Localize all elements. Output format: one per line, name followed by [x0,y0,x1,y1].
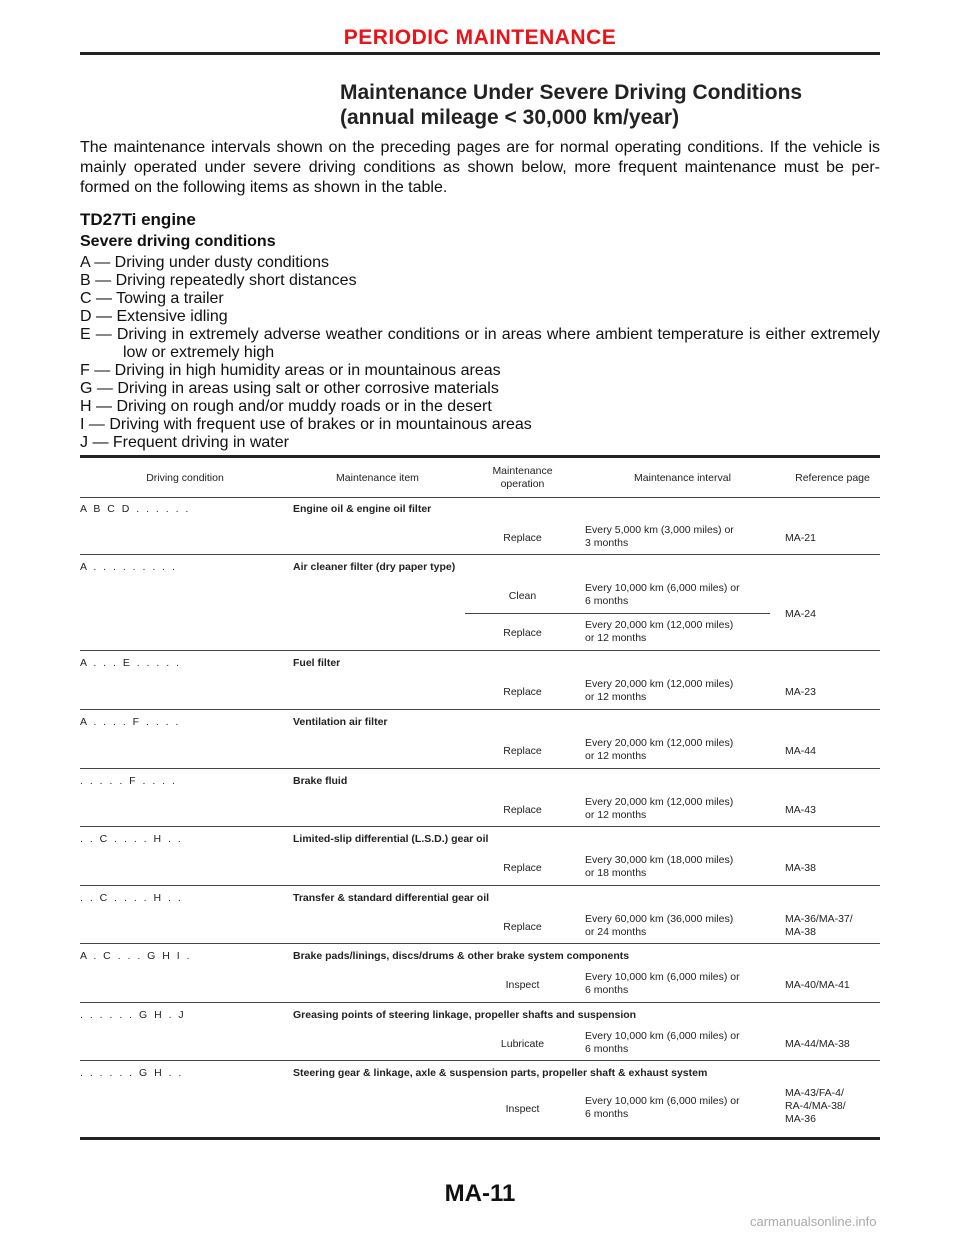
row-reference: MA-23 [785,686,816,698]
row-reference [785,1087,880,1126]
reference-line1: MA-36/MA-37/ [785,913,853,925]
page-number: MA-11 [444,1180,516,1207]
condition-item: H — Driving on rough and/or muddy roads or in the desert [80,398,492,415]
condition-item: D — Extensive idling [80,308,228,325]
row-maintenance-item: Brake fluid [293,775,348,787]
interval-line1: Every 30,000 km (18,000 miles) [585,854,734,866]
table-header-rule [80,497,880,498]
row-operation-secondary: Replace [503,627,542,639]
row-interval-secondary [585,619,785,645]
table-row [80,950,880,1000]
row-operation: Inspect [505,1103,540,1115]
condition-item: C — Towing a trailer [80,290,224,307]
row-condition-code: A . . . . F . . . . [80,716,179,728]
interval-line1: Every 20,000 km (12,000 miles) [585,737,734,749]
row-maintenance-item: Transfer & standard differential gear oil [293,892,490,904]
row-interval [585,971,785,997]
condition-item: E — Driving in extremely adverse weather conditions or in areas where ambient temperature is either extremely low or extremely high [80,326,880,361]
conditions-title: Severe driving conditions [80,233,276,250]
row-interval [585,1030,785,1056]
row-maintenance-item: Fuel filter [293,657,341,669]
row-reference: MA-21 [785,532,816,544]
row-operation: Inspect [505,979,540,991]
interval-line2: 6 months [585,1043,629,1055]
header-maintenance-interval: Maintenance interval [634,472,731,484]
interval-line1: Every 5,000 km (3,000 miles) or [585,524,734,536]
row-divider [80,650,880,651]
table-row [80,1009,880,1059]
row-interval [585,1095,785,1121]
row-interval [585,913,785,939]
table-top-rule [80,455,880,458]
header-operation-line2: operation [500,478,545,490]
table-bottom-rule [80,1137,880,1140]
page-header [80,26,880,50]
row-subdivider [465,613,770,614]
row-divider [80,826,880,827]
row-operation: Replace [503,532,542,544]
table-header [80,461,880,495]
table-row [80,503,880,551]
row-reference: MA-24 [785,608,816,620]
interval-line2: or 12 months [585,750,647,762]
table-row [80,775,880,825]
row-divider [80,554,880,555]
table-row [80,716,880,766]
row-maintenance-item: Greasing points of steering linkage, propeller shafts and suspension [293,1009,637,1021]
header-operation-line1: Maintenance [492,465,553,477]
interval-line2: or 24 months [585,926,647,938]
interval-line2: 6 months [585,984,629,996]
row-divider [80,1060,880,1061]
row-reference [785,913,880,939]
interval-line1: Every 20,000 km (12,000 miles) [585,796,734,808]
row-condition-code: A B C D . . . . . . [80,503,189,515]
interval-line1: Every 60,000 km (36,000 miles) [585,913,734,925]
row-divider [80,943,880,944]
row-operation: Lubricate [500,1038,545,1050]
row-divider [80,768,880,769]
condition-item: G — Driving in areas using salt or other corrosive materials [80,380,499,397]
row-maintenance-item: Brake pads/linings, discs/drums & other brake system components [293,950,630,962]
interval-line1: Every 10,000 km (6,000 miles) or [585,582,740,594]
row-condition-code: . . . . . . G H . J [80,1009,184,1021]
header-rule [80,52,880,55]
section-title-line2: (annual mileage < 30,000 km/year) [340,106,680,129]
header-maintenance-item: Maintenance item [336,472,419,484]
interval-line2: 6 months [585,1108,629,1120]
row-condition-code: . . . . . . G H . . [80,1067,182,1079]
section-title-line1: Maintenance Under Severe Driving Conditions [340,81,803,104]
header-maintenance-operation [465,465,580,491]
row-divider [80,709,880,710]
conditions-list [80,254,880,452]
row-interval [585,796,785,822]
condition-item: B — Driving repeatedly short distances [80,272,357,289]
row-interval [585,582,785,608]
row-maintenance-item: Air cleaner filter (dry paper type) [293,561,456,573]
row-interval [585,737,785,763]
header-reference-page: Reference page [795,472,870,484]
row-condition-code: A . . . E . . . . . [80,657,180,669]
row-reference: MA-40/MA-41 [785,979,850,991]
row-reference: MA-44/MA-38 [785,1038,850,1050]
row-condition-code: . . C . . . . H . . [80,833,181,845]
row-reference: MA-43 [785,804,816,816]
row-interval [585,854,785,880]
row-maintenance-item: Limited-slip differential (L.S.D.) gear oil [293,833,489,845]
interval-line2: or 12 months [585,691,647,703]
reference-line3: MA-36 [785,1113,816,1125]
reference-line2: RA-4/MA-38/ [785,1100,846,1112]
row-interval [585,678,785,704]
row-maintenance-item: Steering gear & linkage, axle & suspension parts, propeller shaft & exhaust system [293,1067,708,1079]
reference-line1: MA-43/FA-4/ [785,1087,844,1099]
row-reference: MA-44 [785,745,816,757]
intro-paragraph: The maintenance intervals shown on the preceding pages are for normal operating conditions. If the vehicle is mainly operated under severe driving conditions as shown below, more frequent maintenance must be per- formed on the following items as shown in the table. [80,139,880,196]
section-title [340,80,900,130]
reference-line2: MA-38 [785,926,816,938]
row-operation: Replace [503,804,542,816]
condition-item: A — Driving under dusty conditions [80,254,330,271]
condition-item: J — Frequent driving in water [80,434,289,451]
header-title: PERIODIC MAINTENANCE [343,26,617,49]
interval-line1: Every 10,000 km (6,000 miles) or [585,971,740,983]
table-row [80,1067,880,1135]
interval-line1: Every 20,000 km (12,000 miles) [585,619,734,631]
row-maintenance-item: Ventilation air filter [293,716,388,728]
interval-line1: Every 20,000 km (12,000 miles) [585,678,734,690]
interval-line2: 6 months [585,595,629,607]
interval-line2: or 12 months [585,809,647,821]
row-operation: Replace [503,862,542,874]
table-row [80,657,880,707]
row-operation: Clean [508,590,537,602]
interval-line2: or 12 months [585,632,647,644]
table-row [80,833,880,883]
footer-watermark: carmanualsonline.info [750,1214,877,1229]
table-row [80,561,880,651]
row-condition-code: . . C . . . . H . . [80,892,181,904]
interval-line1: Every 10,000 km (6,000 miles) or [585,1095,740,1107]
engine-title: TD27Ti engine [80,210,196,229]
interval-line1: Every 10,000 km (6,000 miles) or [585,1030,740,1042]
row-interval [585,524,785,550]
row-condition-code: . . . . . F . . . . [80,775,175,787]
row-operation: Replace [503,921,542,933]
row-operation: Replace [503,686,542,698]
row-condition-code: A . . . . . . . . . [80,561,175,573]
interval-line2: or 18 months [585,867,647,879]
row-divider [80,1002,880,1003]
row-maintenance-item: Engine oil & engine oil filter [293,503,432,515]
header-driving-condition: Driving condition [146,472,224,484]
interval-line2: 3 months [585,537,629,549]
table-row [80,892,880,942]
row-divider [80,885,880,886]
condition-item: F — Driving in high humidity areas or in mountainous areas [80,362,501,379]
row-reference: MA-38 [785,862,816,874]
row-condition-code: A . C . . . G H I . [80,950,190,962]
row-operation: Replace [503,745,542,757]
condition-item: I — Driving with frequent use of brakes or in mountainous areas [80,416,532,433]
